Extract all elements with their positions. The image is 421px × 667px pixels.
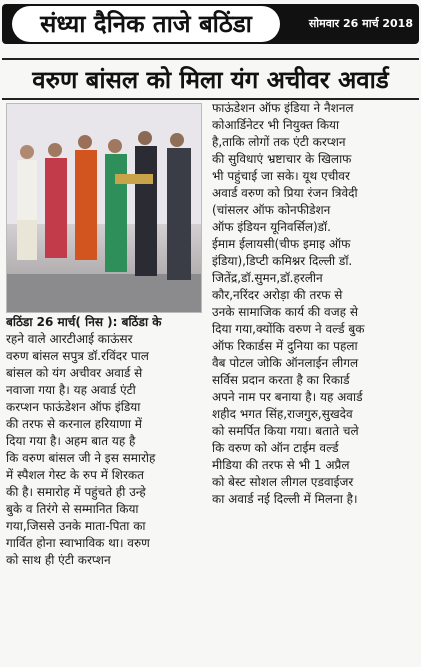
article-left-column — [6, 314, 206, 569]
issue-date: सोमवार 26 मार्च 2018 — [308, 17, 413, 30]
article-text-line: रहने वाले आरटीआई काऊंसर — [6, 332, 133, 346]
article-text-line: ईमाम ईलायसी(चीफ इमाइ ऑफ — [212, 237, 351, 251]
article-text-line: की सुविधाएं भ्रष्टाचार के खिलाफ — [212, 152, 352, 166]
article-text-line: है,ताकि लोगों तक एंटी करप्शन — [212, 135, 346, 149]
article-text-line: (चांसलर ऑफ कोनफीडेशन — [212, 203, 331, 217]
article-text-line: का अवार्ड नई दिल्ली में मिलना है। — [212, 492, 358, 506]
article-text-line: वैब पोटल जोकि ऑनलाईन लीगल — [212, 356, 359, 370]
article-text-line: कोआर्डिनेटर भी नियुक्त किया — [212, 118, 340, 132]
article-text-line: गया,जिससे उनके माता-पिता का — [6, 519, 146, 533]
article-text-line: सर्विस प्रदान करता है का रिकार्ड — [212, 373, 350, 387]
article-text-line: उनके सामाजिक कार्य की वजह से — [212, 305, 358, 319]
article-text-line: शहीद भगत सिंह,राजगुरु,सुखदेव — [212, 407, 353, 421]
article-text-line: मीडिया की तरफ से भी 1 अप्रैल — [212, 458, 350, 472]
article-text-line: बठिंडा 26 मार्च( निस ): बठिंडा के — [6, 315, 162, 329]
article-text-line: को बेस्ट सोशल लीगल एडवाईजर — [212, 475, 354, 489]
article-text-line: जितेंद्र,डॉ.सुमन,डॉ.हरलीन — [212, 271, 323, 285]
article-text-line: ऑफ रिकार्डस में दुनिया का पहला — [212, 339, 358, 353]
article-text-line: अपने नाम पर बनाया है। यह अवार्ड — [212, 390, 363, 404]
article-right-column — [212, 100, 414, 508]
article-text-line: वरुण बांसल सपुत्र डॉ.रविंदर पाल — [6, 349, 149, 363]
article-text-line: दिया गया है। अहम बात यह है — [6, 434, 136, 448]
article-text-line: की है। समारोह में पहुंचते ही उन्हे — [6, 485, 146, 499]
article-text-line: कि वरुण को ऑन टाईम वर्ल्ड — [212, 441, 339, 455]
article-text-line: बांसल को यंग अचीवर अवार्ड से — [6, 366, 143, 380]
article-text-line: गार्वित होना स्वाभाविक था। वरुण — [6, 536, 150, 550]
article-text-line: करप्शन फाऊंडेशन ऑफ इंडिया — [6, 400, 141, 414]
award-ceremony-photo — [6, 103, 202, 313]
article-text-line: भी पहुंचाई जा सके। यूथ एचीवर — [212, 169, 350, 183]
article-text-line: कि वरुण बांसल जी ने इस समारोह — [6, 451, 156, 465]
article-text-line: दिया गया,क्योंकि वरुण ने वर्ल्ड बुक — [212, 322, 365, 336]
masthead — [2, 4, 419, 44]
article-headline: वरुण बांसल को मिला यंग अचीवर अवार्ड — [32, 65, 389, 94]
newspaper-title: संध्या दैनिक ताजे बठिंडा — [12, 6, 280, 42]
article-text-line: फाऊंडेशन ऑफ इंडिया ने नैशनल — [212, 101, 354, 115]
article-text-line: ऑफ इंडियन यूनिवर्सिल)डॉ. — [212, 220, 331, 234]
article-text-line: नवाजा गया है। यह अवार्ड एंटी — [6, 383, 136, 397]
article-text-line: इंडिया),डिप्टी कमिश्नर दिल्ली डॉ. — [212, 254, 353, 268]
photo-illustration — [7, 104, 201, 312]
headline-rule-top — [2, 58, 419, 60]
article-text-line: में स्पैशल गेस्ट के रुप में शिरकत — [6, 468, 144, 482]
article-text-line: बुके व तिरंगे से सम्मानित किया — [6, 502, 139, 516]
article-text-line: को साथ ही एंटी करप्शन — [6, 553, 111, 567]
article-text-line: अवार्ड वरुण को प्रिया रंजन त्रिवेदी — [212, 186, 358, 200]
article-text-line: को समर्पित किया गया। बताते चले — [212, 424, 359, 438]
article-text-line: की तरफ से करनाल हरियाणा में — [6, 417, 142, 431]
article-text-line: कौर,नरिंदर अरोड़ा की तरफ से — [212, 288, 343, 302]
